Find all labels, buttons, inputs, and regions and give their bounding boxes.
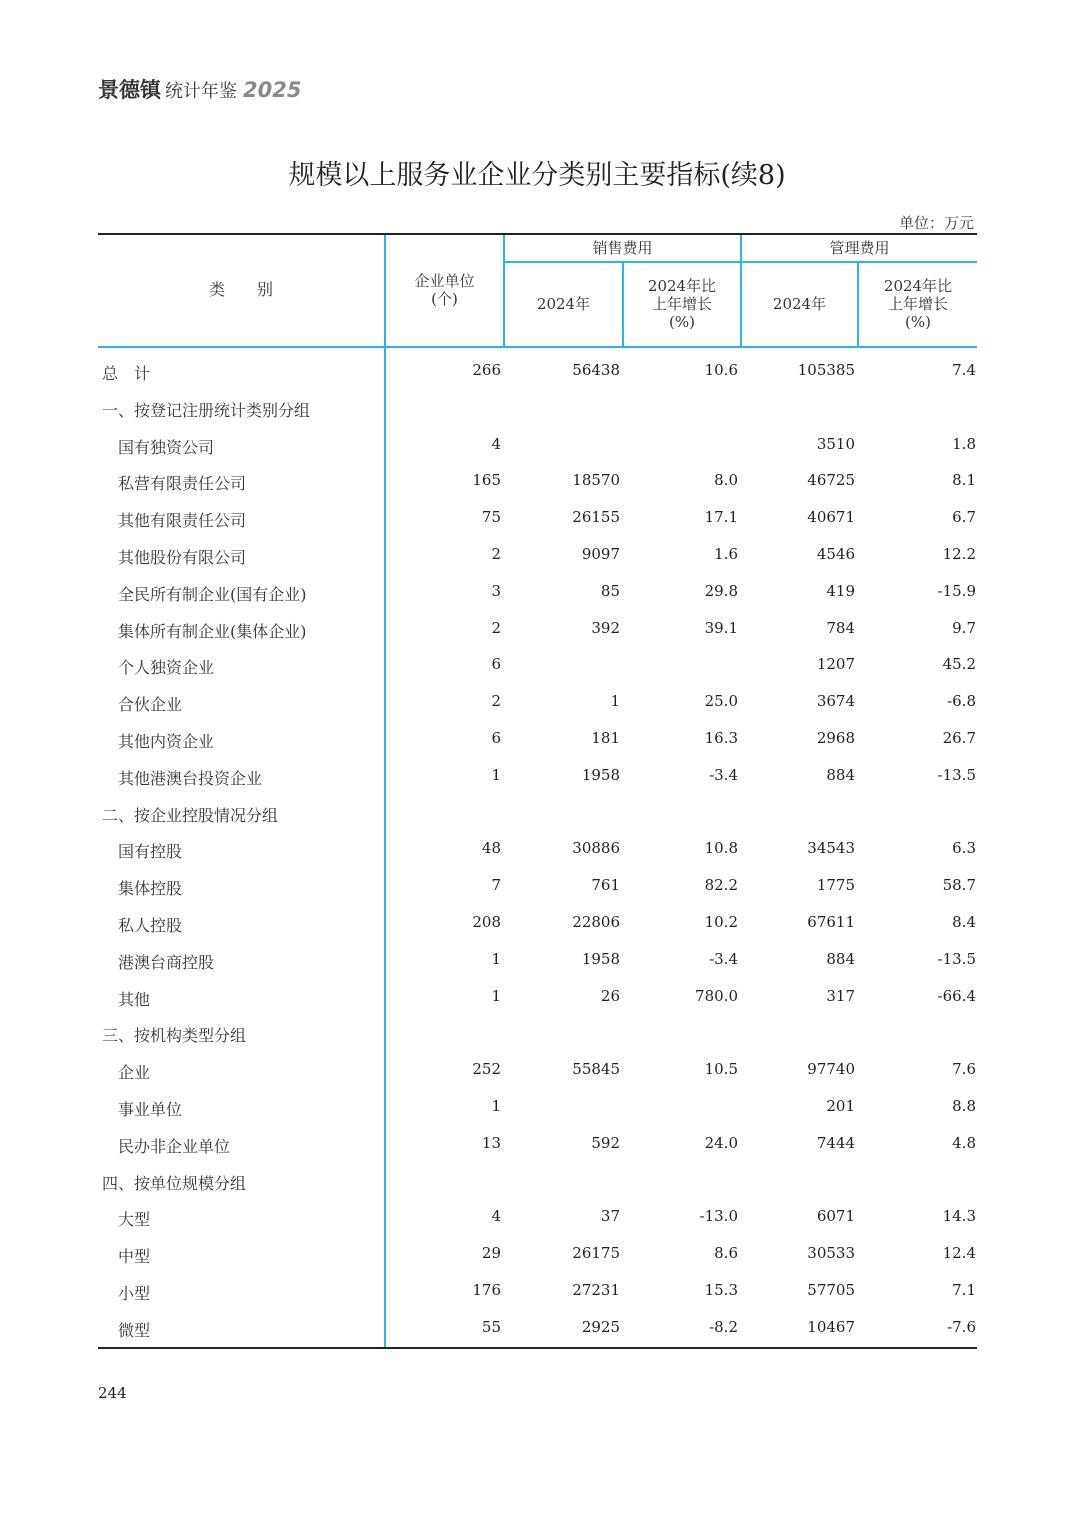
cell-mgmt: 1775 bbox=[816, 876, 855, 895]
table-row bbox=[98, 435, 977, 472]
cell-units: 176 bbox=[472, 1281, 501, 1299]
cell-sales: 56438 bbox=[572, 361, 620, 379]
table-row bbox=[98, 398, 977, 435]
table-row bbox=[98, 1023, 977, 1060]
cell-units: 3 bbox=[491, 581, 501, 600]
cell-mgmt: 97740 bbox=[807, 1060, 855, 1079]
table-row bbox=[98, 876, 977, 913]
cell-sales: 392 bbox=[591, 618, 620, 637]
cell-sales-growth: -13.0 bbox=[699, 1207, 738, 1226]
table-row bbox=[98, 1281, 977, 1318]
cell-mgmt: 67611 bbox=[807, 913, 855, 931]
header-sales-growth bbox=[624, 277, 740, 331]
row-category: 其他有限责任公司 bbox=[118, 511, 247, 531]
cell-mgmt-growth: 7.6 bbox=[952, 1060, 976, 1079]
cell-mgmt-growth: -13.5 bbox=[937, 765, 976, 784]
cell-sales-growth: 10.8 bbox=[704, 839, 738, 858]
row-category: 民办非企业单位 bbox=[118, 1136, 231, 1156]
table-top-rule bbox=[98, 233, 977, 235]
cell-mgmt-growth: 1.8 bbox=[952, 434, 976, 453]
row-category: 微型 bbox=[118, 1320, 151, 1340]
row-category: 其他港澳台投资企业 bbox=[118, 768, 263, 788]
page-title: 规模以上服务业企业分类别主要指标(续8) bbox=[288, 160, 786, 191]
row-category: 集体控股 bbox=[118, 879, 183, 899]
cell-sales: 9097 bbox=[581, 545, 620, 563]
table-row bbox=[98, 582, 977, 619]
cell-mgmt: 784 bbox=[826, 618, 855, 637]
cell-units: 208 bbox=[472, 913, 501, 931]
cell-sales-growth: 1.6 bbox=[714, 545, 738, 563]
table-row bbox=[98, 361, 977, 398]
table-row bbox=[98, 766, 977, 803]
cell-mgmt: 105385 bbox=[797, 361, 855, 379]
header-growth-line1: 2024年比 bbox=[647, 277, 717, 295]
cell-mgmt: 3674 bbox=[816, 692, 855, 711]
cell-mgmt-growth: 26.7 bbox=[942, 729, 976, 747]
cell-sales-growth: 10.5 bbox=[704, 1060, 738, 1079]
header-growth-line2: 上年增长 bbox=[887, 295, 948, 313]
header-sales-group: 销售费用 bbox=[592, 239, 653, 257]
cell-sales: 26 bbox=[600, 986, 620, 1005]
brand-name: 景德镇 bbox=[98, 78, 161, 102]
cell-units: 13 bbox=[481, 1133, 501, 1152]
unit-label: 单位：万元 bbox=[898, 214, 974, 232]
cell-mgmt: 7444 bbox=[816, 1133, 855, 1152]
header-sales-year: 2024年 bbox=[536, 295, 591, 313]
cell-units: 6 bbox=[491, 655, 501, 674]
header-mgmt-group: 管理费用 bbox=[829, 239, 890, 257]
cell-mgmt-growth: -66.4 bbox=[937, 986, 976, 1005]
cell-sales: 27231 bbox=[572, 1281, 620, 1299]
row-category: 全民所有制企业(国有企业) bbox=[118, 584, 307, 604]
table-row bbox=[98, 950, 977, 987]
table-row bbox=[98, 803, 977, 840]
row-category: 中型 bbox=[118, 1247, 151, 1267]
cell-mgmt-growth: 12.2 bbox=[942, 545, 976, 563]
cell-mgmt: 3510 bbox=[816, 434, 855, 453]
row-category: 港澳台商控股 bbox=[118, 952, 215, 972]
cell-mgmt-growth: -7.6 bbox=[947, 1317, 976, 1336]
cell-mgmt-growth: 9.7 bbox=[952, 618, 976, 637]
cell-units: 1 bbox=[491, 765, 501, 784]
table-row bbox=[98, 1134, 977, 1171]
cell-mgmt-growth: -13.5 bbox=[937, 949, 976, 968]
cell-sales-growth: 15.3 bbox=[704, 1281, 738, 1299]
cell-units: 252 bbox=[472, 1060, 501, 1079]
row-category: 小型 bbox=[118, 1284, 151, 1303]
brand-year: 2025 bbox=[243, 78, 302, 102]
cell-units: 75 bbox=[481, 508, 501, 527]
brand-subtitle: 统计年鉴 bbox=[165, 81, 237, 102]
row-category: 其他 bbox=[118, 989, 151, 1009]
cell-units: 48 bbox=[481, 839, 501, 858]
cell-mgmt: 4546 bbox=[816, 545, 855, 563]
cell-mgmt-growth: 12.4 bbox=[942, 1244, 976, 1263]
header-mgmt-growth bbox=[859, 277, 977, 331]
row-category: 一、按登记注册统计类别分组 bbox=[102, 400, 311, 420]
cell-mgmt-growth: 7.1 bbox=[952, 1281, 976, 1299]
cell-mgmt-growth: -15.9 bbox=[937, 581, 976, 600]
cell-sales: 37 bbox=[600, 1207, 620, 1226]
header-growth-line3: (%) bbox=[669, 313, 695, 331]
table-header-rule bbox=[98, 346, 977, 348]
cell-mgmt: 10467 bbox=[807, 1317, 855, 1336]
cell-mgmt: 34543 bbox=[807, 839, 855, 858]
page-number: 244 bbox=[98, 1384, 127, 1402]
cell-mgmt: 201 bbox=[826, 1097, 855, 1115]
table-row bbox=[98, 1060, 977, 1097]
cell-sales-growth: -3.4 bbox=[709, 765, 738, 784]
row-category: 四、按单位规模分组 bbox=[102, 1173, 247, 1193]
cell-sales-growth: 82.2 bbox=[704, 876, 738, 895]
table-row bbox=[98, 1318, 977, 1355]
row-category: 国有独资公司 bbox=[118, 437, 215, 457]
cell-units: 1 bbox=[491, 1097, 501, 1115]
row-category: 事业单位 bbox=[118, 1100, 183, 1119]
header-growth-line1: 2024年比 bbox=[883, 277, 953, 295]
header-enterprise-units bbox=[386, 272, 503, 308]
row-category: 三、按机构类型分组 bbox=[102, 1026, 247, 1046]
cell-mgmt: 40671 bbox=[807, 508, 855, 527]
cell-sales: 2925 bbox=[581, 1317, 620, 1336]
table-row bbox=[98, 471, 977, 508]
cell-mgmt: 317 bbox=[826, 986, 855, 1005]
row-category: 私营有限责任公司 bbox=[118, 474, 247, 494]
table-row bbox=[98, 1207, 977, 1244]
table-row bbox=[98, 655, 977, 692]
cell-sales-growth: 8.6 bbox=[714, 1244, 738, 1263]
cell-sales: 26175 bbox=[572, 1244, 620, 1263]
row-category: 其他股份有限公司 bbox=[118, 548, 247, 567]
cell-units: 55 bbox=[481, 1317, 501, 1336]
cell-sales-growth: 39.1 bbox=[704, 618, 738, 637]
cell-mgmt-growth: 14.3 bbox=[942, 1207, 976, 1226]
cell-mgmt-growth: 58.7 bbox=[942, 876, 976, 895]
cell-sales: 85 bbox=[600, 581, 620, 600]
table-row bbox=[98, 508, 977, 545]
cell-mgmt: 419 bbox=[826, 581, 855, 600]
row-category: 二、按企业控股情况分组 bbox=[102, 805, 279, 825]
cell-mgmt: 1207 bbox=[816, 655, 855, 674]
table-row bbox=[98, 839, 977, 876]
cell-mgmt: 2968 bbox=[816, 729, 855, 747]
header-growth-line2: 上年增长 bbox=[651, 295, 712, 313]
row-category: 国有控股 bbox=[118, 842, 183, 862]
cell-mgmt: 30533 bbox=[807, 1244, 855, 1263]
table-row bbox=[98, 545, 977, 582]
cell-sales-growth: 16.3 bbox=[704, 729, 738, 747]
cell-sales-growth: -8.2 bbox=[709, 1317, 738, 1336]
cell-mgmt-growth: 6.7 bbox=[952, 508, 976, 527]
table-row bbox=[98, 729, 977, 766]
cell-units: 2 bbox=[491, 618, 501, 637]
group-header-rule bbox=[503, 261, 977, 263]
table-row bbox=[98, 913, 977, 950]
cell-units: 266 bbox=[472, 361, 501, 379]
table-row bbox=[98, 1097, 977, 1134]
table-row bbox=[98, 1244, 977, 1281]
cell-units: 165 bbox=[472, 471, 501, 490]
cell-sales: 1 bbox=[610, 692, 620, 711]
row-category: 大型 bbox=[118, 1210, 151, 1230]
cell-sales: 1958 bbox=[581, 765, 620, 784]
cell-units: 1 bbox=[491, 986, 501, 1005]
table-row bbox=[98, 692, 977, 729]
cell-sales: 18570 bbox=[572, 471, 620, 490]
cell-sales-growth: 25.0 bbox=[704, 692, 738, 711]
row-category: 个人独资企业 bbox=[118, 658, 215, 678]
cell-units: 7 bbox=[491, 876, 501, 895]
cell-sales-growth: 17.1 bbox=[704, 508, 738, 527]
cell-mgmt: 57705 bbox=[807, 1281, 855, 1299]
cell-sales-growth: 29.8 bbox=[704, 581, 738, 600]
cell-sales: 22806 bbox=[572, 913, 620, 931]
cell-sales: 1958 bbox=[581, 949, 620, 968]
header-category: 类 别 bbox=[208, 280, 273, 299]
cell-units: 29 bbox=[481, 1244, 501, 1263]
cell-mgmt-growth: 4.8 bbox=[952, 1133, 976, 1152]
row-category: 总 计 bbox=[102, 364, 151, 383]
cell-mgmt: 884 bbox=[826, 765, 855, 784]
row-category: 集体所有制企业(集体企业) bbox=[118, 621, 307, 641]
row-category: 合伙企业 bbox=[118, 695, 183, 715]
cell-sales-growth: 10.2 bbox=[704, 913, 738, 931]
cell-units: 2 bbox=[491, 545, 501, 563]
row-category: 其他内资企业 bbox=[118, 732, 215, 751]
cell-mgmt-growth: 8.4 bbox=[952, 913, 976, 931]
cell-mgmt: 884 bbox=[826, 949, 855, 968]
cell-sales: 761 bbox=[591, 876, 620, 895]
cell-sales-growth: 24.0 bbox=[704, 1133, 738, 1152]
cell-sales: 55845 bbox=[572, 1060, 620, 1079]
header-growth-line3: (%) bbox=[905, 313, 931, 331]
cell-units: 1 bbox=[491, 949, 501, 968]
cell-mgmt-growth: -6.8 bbox=[947, 692, 976, 711]
row-category: 私人控股 bbox=[118, 916, 183, 935]
cell-sales-growth: 780.0 bbox=[695, 986, 738, 1005]
cell-sales: 26155 bbox=[572, 508, 620, 527]
cell-mgmt: 46725 bbox=[807, 471, 855, 490]
cell-units: 6 bbox=[491, 729, 501, 747]
cell-sales-growth: 8.0 bbox=[714, 471, 738, 490]
row-category: 企业 bbox=[118, 1063, 151, 1083]
cell-mgmt-growth: 8.1 bbox=[952, 471, 976, 490]
cell-units: 4 bbox=[491, 1207, 501, 1226]
table-row bbox=[98, 1171, 977, 1208]
cell-units: 4 bbox=[491, 434, 501, 453]
cell-mgmt-growth: 8.8 bbox=[952, 1097, 976, 1115]
cell-mgmt-growth: 6.3 bbox=[952, 839, 976, 858]
header-units-line2: (个) bbox=[431, 290, 458, 308]
cell-sales: 30886 bbox=[572, 839, 620, 858]
cell-mgmt: 6071 bbox=[816, 1207, 855, 1226]
cell-sales-growth: -3.4 bbox=[709, 949, 738, 968]
cell-sales-growth: 10.6 bbox=[704, 361, 738, 379]
cell-mgmt-growth: 7.4 bbox=[952, 361, 976, 379]
cell-sales: 181 bbox=[591, 729, 620, 747]
cell-units: 2 bbox=[491, 692, 501, 711]
cell-sales: 592 bbox=[591, 1133, 620, 1152]
running-header bbox=[98, 74, 301, 104]
header-mgmt-year: 2024年 bbox=[772, 295, 827, 313]
table-row bbox=[98, 987, 977, 1024]
table-row bbox=[98, 619, 977, 656]
header-units-line1: 企业单位 bbox=[414, 272, 475, 290]
cell-mgmt-growth: 45.2 bbox=[942, 655, 976, 674]
